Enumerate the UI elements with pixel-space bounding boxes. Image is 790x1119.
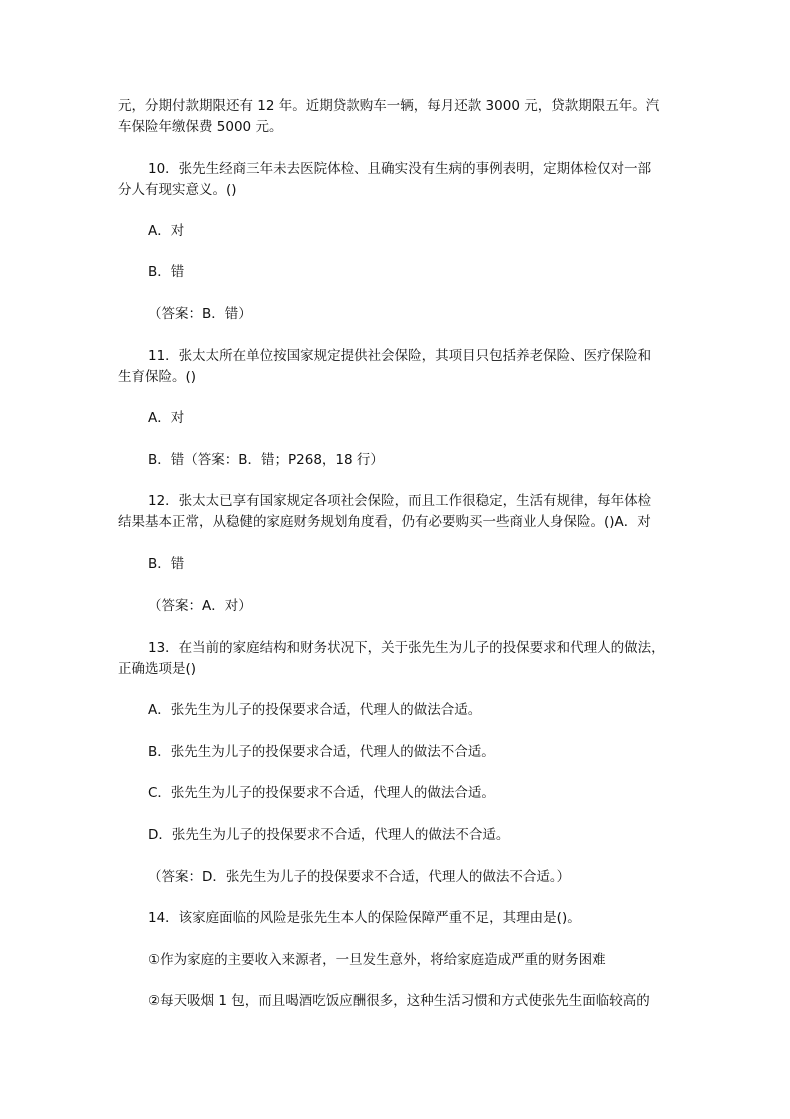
- text-line: A．对: [148, 223, 185, 239]
- question-13-answer: [148, 867, 708, 888]
- question-10-answer: [148, 304, 708, 325]
- question-13-option-c: [148, 783, 708, 804]
- question-10-option-a: [148, 221, 708, 242]
- text-line: D．张先生为儿子的投保要求不合适，代理人的做法不合适。: [148, 827, 510, 843]
- text-line: 正确选项是(): [118, 661, 197, 677]
- text-line: 11．张太太所在单位按国家规定提供社会保险，其项目只包括养老保险、医疗保险和: [148, 348, 652, 364]
- question-11: [118, 346, 678, 388]
- text-line: C．张先生为儿子的投保要求不合适，代理人的做法合适。: [148, 785, 495, 801]
- text-line: 生育保险。(): [118, 369, 197, 385]
- question-14: [148, 908, 708, 929]
- text-line: 13．在当前的家庭结构和财务状况下，关于张先生为儿子的投保要求和代理人的做法，: [148, 640, 665, 656]
- text-line: 车保险年缴保费 5000 元。: [118, 119, 283, 135]
- text-line: 14．该家庭面临的风险是张先生本人的保险保障严重不足，其理由是()。: [148, 910, 581, 926]
- question-13-option-b: [148, 742, 708, 763]
- text-line: ②每天吸烟 1 包，而且喝酒吃饭应酬很多，这种生活习惯和方式使张先生面临较高的: [148, 993, 650, 1009]
- text-line: B．错（答案：B．错；P268，18 行）: [148, 452, 384, 468]
- question-11-option-b-answer: [148, 450, 708, 471]
- text-line: （答案：D．张先生为儿子的投保要求不合适，代理人的做法不合适。）: [148, 869, 571, 885]
- text-line: B．错: [148, 264, 185, 280]
- text-line: ①作为家庭的主要收入来源者，一旦发生意外，将给家庭造成严重的财务困难: [148, 952, 606, 968]
- question-10: [118, 159, 678, 201]
- text-line: 结果基本正常，从稳健的家庭财务规划角度看，仍有必要购买一些商业人身保险。()A．对: [118, 514, 651, 530]
- text-line: B．张先生为儿子的投保要求合适，代理人的做法不合适。: [148, 744, 495, 760]
- question-12: [118, 491, 678, 533]
- question-14-reason-1: [148, 950, 708, 971]
- question-14-reason-2: [148, 991, 708, 1012]
- text-line: 10．张先生经商三年未去医院体检、且确实没有生病的事例表明，定期体检仅对一部: [148, 161, 652, 177]
- question-13-option-a: [148, 700, 708, 721]
- question-11-option-a: [148, 408, 708, 429]
- question-12-answer: [148, 596, 708, 617]
- text-line: （答案：B．错）: [148, 306, 252, 322]
- paragraph-intro-continued: [118, 96, 678, 138]
- text-line: 12．张太太已享有国家规定各项社会保险，而且工作很稳定，生活有规律，每年体检: [148, 493, 652, 509]
- text-line: A．对: [148, 410, 185, 426]
- question-13-option-d: [148, 825, 708, 846]
- text-line: A．张先生为儿子的投保要求合适，代理人的做法合适。: [148, 702, 482, 718]
- text-line: （答案：A．对）: [148, 598, 252, 614]
- text-line: 元，分期付款期限还有 12 年。近期贷款购车一辆，每月还款 3000 元，贷款期限五年。汽: [118, 98, 660, 114]
- question-12-option-b: [148, 554, 708, 575]
- text-line: 分人有现实意义。(): [118, 182, 237, 198]
- question-10-option-b: [148, 262, 708, 283]
- text-line: B．错: [148, 556, 185, 572]
- question-13: [118, 638, 678, 680]
